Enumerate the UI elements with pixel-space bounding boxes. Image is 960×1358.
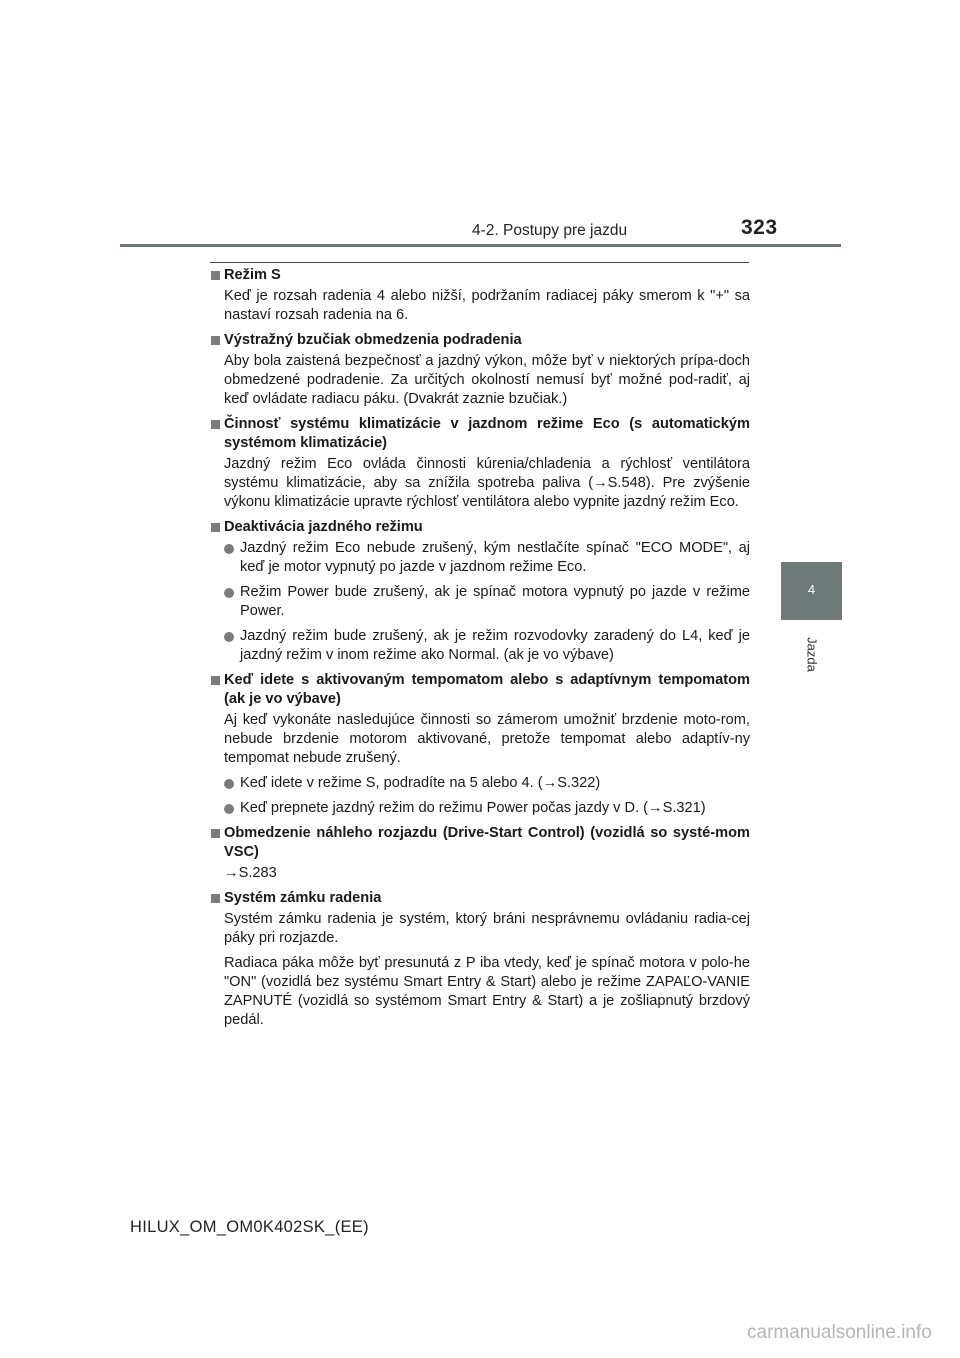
square-bullet-icon (211, 420, 220, 429)
section-heading (210, 266, 750, 285)
bullet-item (210, 627, 750, 665)
content-body (210, 266, 750, 1036)
section-heading-text: Deaktivácia jazdného režimu (224, 519, 423, 535)
bullet-text: Keď prepnete jazdný režim do režimu Power počas jazdy v D. (→S.321) (240, 800, 706, 816)
footer-code: HILUX_OM_OM0K402SK_(EE) (130, 1218, 369, 1236)
square-bullet-icon (211, 336, 220, 345)
section (210, 889, 750, 1030)
section-heading (210, 889, 750, 908)
page-number: 323 (741, 216, 778, 239)
paragraph: Jazdný režim Eco ovláda činnosti kúrenia/chladenia a rýchlosť ventilátora systému klimatizácie, aby sa znížila spotreba paliva (→S.548). Pre zvýšenie výkonu klimatizácie upravte rýchlosť ventilátora alebo vypnite jazdný režim Eco. (224, 456, 750, 510)
circle-bullet-icon (224, 544, 234, 554)
chapter-tab (781, 562, 842, 620)
bullet-text: Keď idete v režime S, podradíte na 5 alebo 4. (→S.322) (240, 775, 601, 791)
section (210, 415, 750, 512)
section-heading-text: Systém zámku radenia (224, 890, 382, 906)
section (210, 266, 750, 325)
square-bullet-icon (211, 894, 220, 903)
section-heading-text: Keď idete s aktivovaným tempomatom alebo s adaptívnym tempomatom (ak je vo výbave) (224, 672, 750, 707)
section-heading (210, 415, 750, 453)
bullet-text: Režim Power bude zrušený, ak je spínač motora vypnutý po jazde v režime Power. (240, 584, 750, 619)
section-heading-text: Činnosť systému klimatizácie v jazdnom režime Eco (s automatickým systémom klimatizácie) (224, 416, 750, 451)
bullet-item (210, 583, 750, 621)
bullet-item (210, 539, 750, 577)
section (210, 331, 750, 409)
bullet-item (210, 774, 750, 793)
paragraph: →S.283 (224, 865, 277, 881)
section (210, 671, 750, 818)
section-heading (210, 331, 750, 350)
square-bullet-icon (211, 271, 220, 280)
section-heading (210, 518, 750, 537)
content-rule (210, 262, 749, 263)
watermark: carmanualsonline.info (747, 1322, 932, 1343)
paragraph: Radiaca páka môže byť presunutá z P iba vtedy, keď je spínač motora v polo-he "ON" (vozidlá bez systému Smart Entry & Start) alebo je režime ZAPAĽO-VANIE ZAPNUTÉ (vozidlá so systémom Smart Entry & Start) a je zošliapnutý brzdový pedál. (224, 955, 750, 1028)
section-heading-text: Obmedzenie náhleho rozjazdu (Drive-Start Control) (vozidlá so systé-mom VSC) (224, 825, 750, 860)
section (210, 824, 750, 883)
header-rule (120, 244, 841, 247)
circle-bullet-icon (224, 588, 234, 598)
circle-bullet-icon (224, 632, 234, 642)
bullet-text: Jazdný režim Eco nebude zrušený, kým nestlačíte spínač "ECO MODE", aj keď je motor vypnutý po jazde v jazdnom režime Eco. (240, 540, 750, 575)
square-bullet-icon (211, 676, 220, 685)
paragraph: Aby bola zaistená bezpečnosť a jazdný výkon, môže byť v niektorých prípa-doch obmedzené podradenie. Za určitých okolností nemusí byť možné pod-radiť, aj keď ovládate radiacu páku. (Dvakrát zaznie bzučiak.) (224, 353, 750, 407)
paragraph: Aj keď vykonáte nasledujúce činnosti so zámerom umožniť brzdenie moto-rom, nebude brzdenie motorom aktivované, pretože tempomat alebo adaptív-ny tempomat nebude zrušený. (224, 712, 750, 766)
square-bullet-icon (211, 523, 220, 532)
bullet-item (210, 799, 750, 818)
bullet-text: Jazdný režim bude zrušený, ak je režim rozvodovky zaradený do L4, keď je jazdný režim v inom režime ako Normal. (ak je vo výbave) (240, 628, 750, 663)
section-heading-text: Režim S (224, 267, 281, 283)
chapter-label: Jazda (804, 637, 820, 672)
section-heading (210, 671, 750, 709)
section-heading-text: Výstražný bzučiak obmedzenia podradenia (224, 332, 522, 348)
circle-bullet-icon (224, 804, 234, 814)
section-title: 4-2. Postupy pre jazdu (472, 222, 628, 239)
section-heading (210, 824, 750, 862)
chapter-number: 4 (807, 582, 816, 597)
section (210, 518, 750, 665)
paragraph: Keď je rozsah radenia 4 alebo nižší, podržaním radiacej páky smerom k "+" sa nastaví rozsah radenia na 6. (224, 288, 750, 323)
paragraph: Systém zámku radenia je systém, ktorý bráni nesprávnemu ovládaniu radia-cej páky pri rozjazde. (224, 911, 750, 946)
square-bullet-icon (211, 829, 220, 838)
circle-bullet-icon (224, 779, 234, 789)
